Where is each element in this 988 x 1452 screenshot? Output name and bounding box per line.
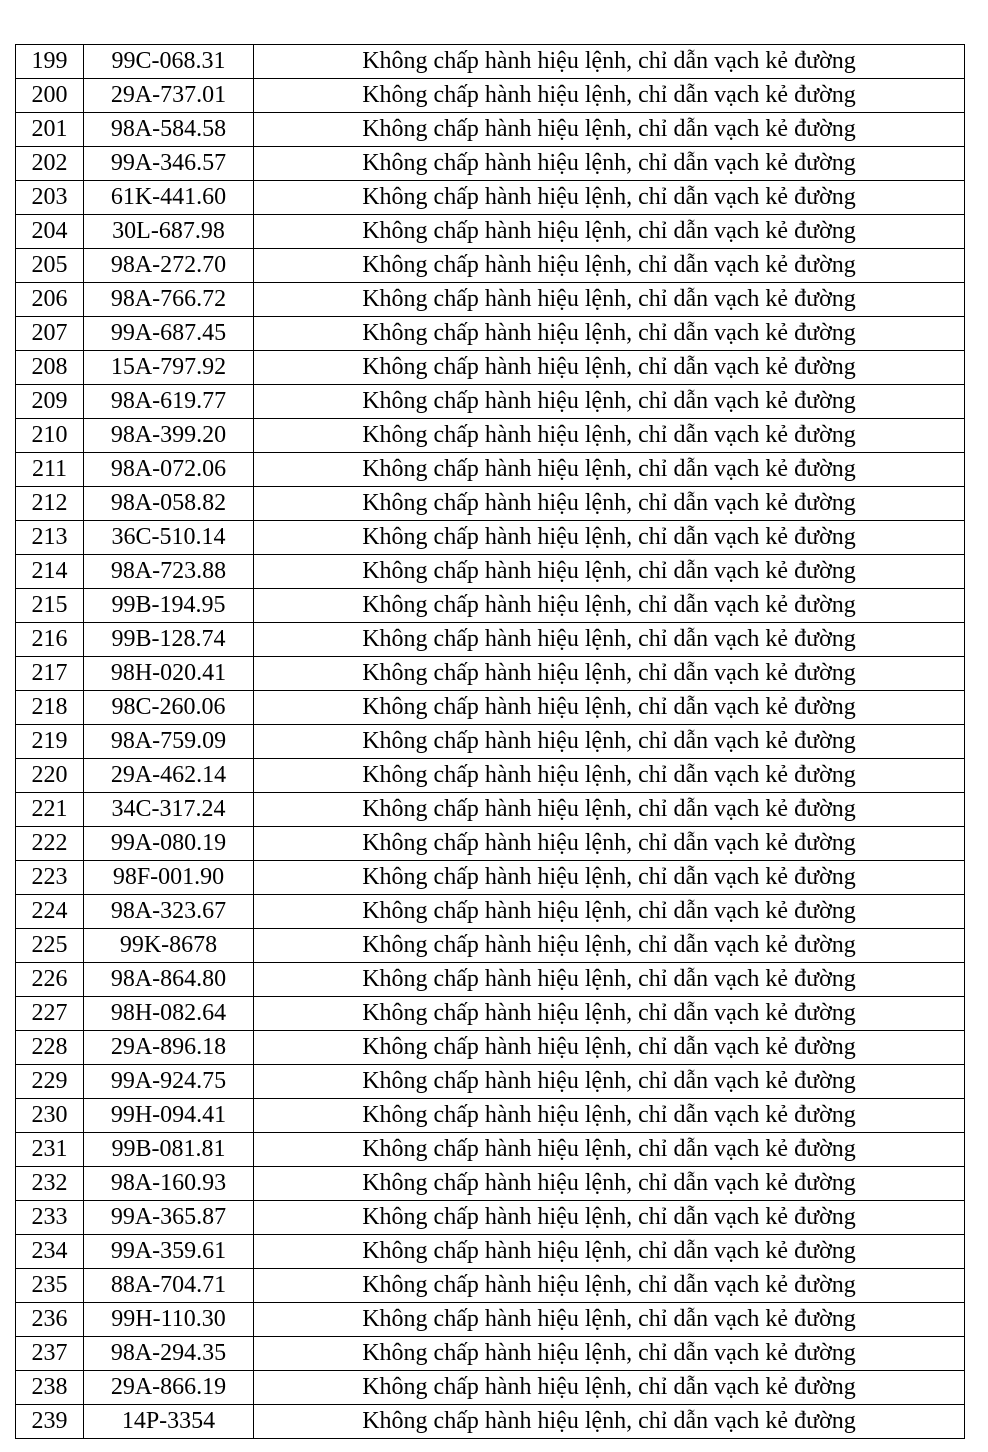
row-number-cell: 216	[16, 623, 84, 657]
row-number-cell: 208	[16, 351, 84, 385]
table-row	[16, 555, 965, 589]
license-plate-cell: 99B-128.74	[84, 623, 254, 657]
row-number-cell: 219	[16, 725, 84, 759]
violation-cell: Không chấp hành hiệu lệnh, chỉ dẫn vạch kẻ đường	[254, 317, 965, 351]
row-number-cell: 238	[16, 1371, 84, 1405]
row-number-cell: 209	[16, 385, 84, 419]
violation-cell: Không chấp hành hiệu lệnh, chỉ dẫn vạch kẻ đường	[254, 147, 965, 181]
table-row	[16, 1371, 965, 1405]
table-row	[16, 1133, 965, 1167]
row-number-cell: 234	[16, 1235, 84, 1269]
table-row	[16, 1099, 965, 1133]
table-row	[16, 725, 965, 759]
table-row	[16, 1337, 965, 1371]
license-plate-cell: 98C-260.06	[84, 691, 254, 725]
table-row	[16, 691, 965, 725]
row-number-cell: 221	[16, 793, 84, 827]
violation-cell: Không chấp hành hiệu lệnh, chỉ dẫn vạch kẻ đường	[254, 45, 965, 79]
table-row	[16, 487, 965, 521]
row-number-cell: 227	[16, 997, 84, 1031]
violation-cell: Không chấp hành hiệu lệnh, chỉ dẫn vạch kẻ đường	[254, 555, 965, 589]
violation-table	[15, 44, 965, 1439]
violation-cell: Không chấp hành hiệu lệnh, chỉ dẫn vạch kẻ đường	[254, 1167, 965, 1201]
violation-cell: Không chấp hành hiệu lệnh, chỉ dẫn vạch kẻ đường	[254, 1371, 965, 1405]
table-row	[16, 827, 965, 861]
row-number-cell: 202	[16, 147, 84, 181]
table-row	[16, 1405, 965, 1439]
violation-cell: Không chấp hành hiệu lệnh, chỉ dẫn vạch kẻ đường	[254, 793, 965, 827]
license-plate-cell: 34C-317.24	[84, 793, 254, 827]
row-number-cell: 233	[16, 1201, 84, 1235]
license-plate-cell: 99A-080.19	[84, 827, 254, 861]
row-number-cell: 215	[16, 589, 84, 623]
row-number-cell: 224	[16, 895, 84, 929]
violation-cell: Không chấp hành hiệu lệnh, chỉ dẫn vạch kẻ đường	[254, 861, 965, 895]
row-number-cell: 235	[16, 1269, 84, 1303]
violation-cell: Không chấp hành hiệu lệnh, chỉ dẫn vạch kẻ đường	[254, 963, 965, 997]
table-row	[16, 589, 965, 623]
violation-cell: Không chấp hành hiệu lệnh, chỉ dẫn vạch kẻ đường	[254, 895, 965, 929]
license-plate-cell: 98A-160.93	[84, 1167, 254, 1201]
violation-cell: Không chấp hành hiệu lệnh, chỉ dẫn vạch kẻ đường	[254, 1133, 965, 1167]
license-plate-cell: 98A-272.70	[84, 249, 254, 283]
row-number-cell: 211	[16, 453, 84, 487]
violation-cell: Không chấp hành hiệu lệnh, chỉ dẫn vạch kẻ đường	[254, 453, 965, 487]
table-row	[16, 147, 965, 181]
row-number-cell: 213	[16, 521, 84, 555]
row-number-cell: 225	[16, 929, 84, 963]
violation-cell: Không chấp hành hiệu lệnh, chỉ dẫn vạch kẻ đường	[254, 215, 965, 249]
violation-cell: Không chấp hành hiệu lệnh, chỉ dẫn vạch kẻ đường	[254, 929, 965, 963]
violation-cell: Không chấp hành hiệu lệnh, chỉ dẫn vạch kẻ đường	[254, 79, 965, 113]
row-number-cell: 199	[16, 45, 84, 79]
table-row	[16, 1269, 965, 1303]
license-plate-cell: 99A-365.87	[84, 1201, 254, 1235]
table-row	[16, 181, 965, 215]
row-number-cell: 214	[16, 555, 84, 589]
license-plate-cell: 99A-346.57	[84, 147, 254, 181]
table-row	[16, 113, 965, 147]
table-row	[16, 1065, 965, 1099]
license-plate-cell: 99H-094.41	[84, 1099, 254, 1133]
row-number-cell: 228	[16, 1031, 84, 1065]
row-number-cell: 229	[16, 1065, 84, 1099]
row-number-cell: 218	[16, 691, 84, 725]
license-plate-cell: 98A-323.67	[84, 895, 254, 929]
license-plate-cell: 30L-687.98	[84, 215, 254, 249]
table-row	[16, 793, 965, 827]
table-row	[16, 215, 965, 249]
table-row	[16, 1167, 965, 1201]
row-number-cell: 232	[16, 1167, 84, 1201]
violation-cell: Không chấp hành hiệu lệnh, chỉ dẫn vạch kẻ đường	[254, 997, 965, 1031]
license-plate-cell: 98A-619.77	[84, 385, 254, 419]
violation-cell: Không chấp hành hiệu lệnh, chỉ dẫn vạch kẻ đường	[254, 691, 965, 725]
table-row	[16, 45, 965, 79]
row-number-cell: 236	[16, 1303, 84, 1337]
violation-cell: Không chấp hành hiệu lệnh, chỉ dẫn vạch kẻ đường	[254, 657, 965, 691]
table-row	[16, 1031, 965, 1065]
violation-cell: Không chấp hành hiệu lệnh, chỉ dẫn vạch kẻ đường	[254, 725, 965, 759]
license-plate-cell: 88A-704.71	[84, 1269, 254, 1303]
license-plate-cell: 98A-294.35	[84, 1337, 254, 1371]
license-plate-cell: 99H-110.30	[84, 1303, 254, 1337]
table-row	[16, 929, 965, 963]
table-row	[16, 623, 965, 657]
table-row	[16, 521, 965, 555]
row-number-cell: 201	[16, 113, 84, 147]
table-row	[16, 419, 965, 453]
violation-cell: Không chấp hành hiệu lệnh, chỉ dẫn vạch kẻ đường	[254, 113, 965, 147]
violation-cell: Không chấp hành hiệu lệnh, chỉ dẫn vạch kẻ đường	[254, 1201, 965, 1235]
license-plate-cell: 98A-584.58	[84, 113, 254, 147]
license-plate-cell: 15A-797.92	[84, 351, 254, 385]
violation-cell: Không chấp hành hiệu lệnh, chỉ dẫn vạch kẻ đường	[254, 521, 965, 555]
table-row	[16, 385, 965, 419]
violation-cell: Không chấp hành hiệu lệnh, chỉ dẫn vạch kẻ đường	[254, 1269, 965, 1303]
license-plate-cell: 99B-081.81	[84, 1133, 254, 1167]
violation-cell: Không chấp hành hiệu lệnh, chỉ dẫn vạch kẻ đường	[254, 827, 965, 861]
row-number-cell: 230	[16, 1099, 84, 1133]
license-plate-cell: 99A-924.75	[84, 1065, 254, 1099]
violation-cell: Không chấp hành hiệu lệnh, chỉ dẫn vạch kẻ đường	[254, 759, 965, 793]
license-plate-cell: 99C-068.31	[84, 45, 254, 79]
license-plate-cell: 99A-359.61	[84, 1235, 254, 1269]
violation-cell: Không chấp hành hiệu lệnh, chỉ dẫn vạch kẻ đường	[254, 1235, 965, 1269]
table-row	[16, 759, 965, 793]
row-number-cell: 239	[16, 1405, 84, 1439]
row-number-cell: 222	[16, 827, 84, 861]
license-plate-cell: 98A-058.82	[84, 487, 254, 521]
violation-cell: Không chấp hành hiệu lệnh, chỉ dẫn vạch kẻ đường	[254, 589, 965, 623]
license-plate-cell: 36C-510.14	[84, 521, 254, 555]
license-plate-cell: 61K-441.60	[84, 181, 254, 215]
violation-table-body	[16, 45, 965, 1439]
violation-cell: Không chấp hành hiệu lệnh, chỉ dẫn vạch kẻ đường	[254, 1031, 965, 1065]
row-number-cell: 205	[16, 249, 84, 283]
table-row	[16, 79, 965, 113]
violation-cell: Không chấp hành hiệu lệnh, chỉ dẫn vạch kẻ đường	[254, 1405, 965, 1439]
violation-cell: Không chấp hành hiệu lệnh, chỉ dẫn vạch kẻ đường	[254, 487, 965, 521]
license-plate-cell: 29A-737.01	[84, 79, 254, 113]
row-number-cell: 237	[16, 1337, 84, 1371]
row-number-cell: 206	[16, 283, 84, 317]
table-row	[16, 1303, 965, 1337]
table-row	[16, 861, 965, 895]
license-plate-cell: 99B-194.95	[84, 589, 254, 623]
violation-cell: Không chấp hành hiệu lệnh, chỉ dẫn vạch kẻ đường	[254, 249, 965, 283]
row-number-cell: 204	[16, 215, 84, 249]
license-plate-cell: 99A-687.45	[84, 317, 254, 351]
license-plate-cell: 98A-399.20	[84, 419, 254, 453]
violation-cell: Không chấp hành hiệu lệnh, chỉ dẫn vạch kẻ đường	[254, 623, 965, 657]
license-plate-cell: 98A-072.06	[84, 453, 254, 487]
violation-cell: Không chấp hành hiệu lệnh, chỉ dẫn vạch kẻ đường	[254, 1099, 965, 1133]
table-row	[16, 1201, 965, 1235]
violation-cell: Không chấp hành hiệu lệnh, chỉ dẫn vạch kẻ đường	[254, 385, 965, 419]
license-plate-cell: 29A-896.18	[84, 1031, 254, 1065]
license-plate-cell: 98A-759.09	[84, 725, 254, 759]
row-number-cell: 212	[16, 487, 84, 521]
row-number-cell: 203	[16, 181, 84, 215]
row-number-cell: 207	[16, 317, 84, 351]
license-plate-cell: 29A-866.19	[84, 1371, 254, 1405]
license-plate-cell: 98A-723.88	[84, 555, 254, 589]
table-row	[16, 283, 965, 317]
violation-cell: Không chấp hành hiệu lệnh, chỉ dẫn vạch kẻ đường	[254, 181, 965, 215]
row-number-cell: 223	[16, 861, 84, 895]
license-plate-cell: 14P-3354	[84, 1405, 254, 1439]
license-plate-cell: 98F-001.90	[84, 861, 254, 895]
table-row	[16, 997, 965, 1031]
violation-cell: Không chấp hành hiệu lệnh, chỉ dẫn vạch kẻ đường	[254, 283, 965, 317]
license-plate-cell: 98H-082.64	[84, 997, 254, 1031]
row-number-cell: 217	[16, 657, 84, 691]
violation-cell: Không chấp hành hiệu lệnh, chỉ dẫn vạch kẻ đường	[254, 1065, 965, 1099]
table-row	[16, 351, 965, 385]
license-plate-cell: 29A-462.14	[84, 759, 254, 793]
row-number-cell: 226	[16, 963, 84, 997]
table-row	[16, 895, 965, 929]
row-number-cell: 210	[16, 419, 84, 453]
violation-cell: Không chấp hành hiệu lệnh, chỉ dẫn vạch kẻ đường	[254, 1303, 965, 1337]
row-number-cell: 231	[16, 1133, 84, 1167]
table-row	[16, 453, 965, 487]
row-number-cell: 220	[16, 759, 84, 793]
table-row	[16, 249, 965, 283]
violation-cell: Không chấp hành hiệu lệnh, chỉ dẫn vạch kẻ đường	[254, 419, 965, 453]
license-plate-cell: 98A-864.80	[84, 963, 254, 997]
license-plate-cell: 98A-766.72	[84, 283, 254, 317]
license-plate-cell: 98H-020.41	[84, 657, 254, 691]
table-row	[16, 963, 965, 997]
row-number-cell: 200	[16, 79, 84, 113]
table-row	[16, 317, 965, 351]
table-row	[16, 1235, 965, 1269]
violation-cell: Không chấp hành hiệu lệnh, chỉ dẫn vạch kẻ đường	[254, 351, 965, 385]
license-plate-cell: 99K-8678	[84, 929, 254, 963]
violation-cell: Không chấp hành hiệu lệnh, chỉ dẫn vạch kẻ đường	[254, 1337, 965, 1371]
table-row	[16, 657, 965, 691]
